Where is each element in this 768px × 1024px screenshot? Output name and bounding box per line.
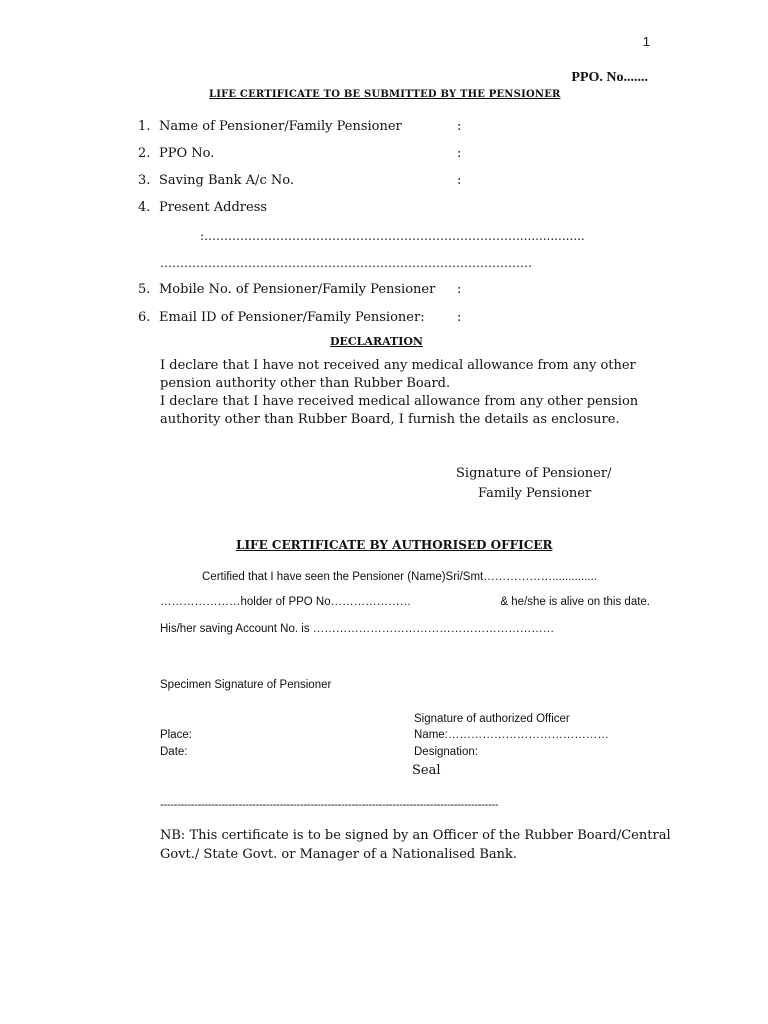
item-colon: :: [457, 146, 462, 161]
declaration-line: authority other than Rubber Board, I furnish the details as enclosure.: [160, 412, 620, 427]
place-label: Place:: [160, 729, 192, 741]
nb-note-line-2: Govt./ State Govt. or Manager of a Nationalised Bank.: [160, 847, 518, 862]
pensioner-signature-label-2: Family Pensioner: [478, 486, 592, 501]
certification-line-2-part-b: & he/she is alive on this date.: [500, 596, 650, 608]
item-number: 5.: [138, 282, 151, 297]
designation-label: Designation:: [414, 746, 478, 758]
form-title: LIFE CERTIFICATE TO BE SUBMITTED BY THE PENSIONER: [209, 89, 561, 100]
specimen-signature-label: Specimen Signature of Pensioner: [160, 679, 332, 691]
item-label: Present Address: [159, 200, 268, 215]
officer-signature-label: Signature of authorized Officer: [414, 713, 570, 725]
page-number: 1: [642, 34, 650, 49]
officer-name-label: Name:……………………………………: [414, 729, 609, 741]
item-label: Email ID of Pensioner/Family Pensioner:: [159, 310, 425, 325]
pensioner-signature-label: Signature of Pensioner/: [456, 466, 612, 481]
item-mobile-no: [138, 282, 435, 297]
item-number: 4.: [138, 200, 151, 215]
certification-line-2: [160, 596, 650, 608]
item-number: 6.: [138, 310, 151, 325]
item-email-id: [138, 310, 425, 325]
declaration-line: pension authority other than Rubber Board.: [160, 376, 451, 391]
ppo-number-header: PPO. No.......: [571, 70, 648, 85]
certification-line-3: His/her saving Account No. is ………………………………………………………: [160, 623, 555, 635]
nb-note-line-1: NB: This certificate is to be signed by an Officer of the Rubber Board/Central: [160, 828, 671, 843]
seal-label: Seal: [412, 763, 441, 778]
officer-section-title: LIFE CERTIFICATE BY AUTHORISED OFFICER: [236, 538, 553, 552]
certification-line-2-part-a: …………………holder of PPO No…………………: [160, 596, 412, 608]
address-line-1: :……………………………………………………………………..................: [200, 229, 585, 243]
address-line-2: …………………………………………………………………………………: [160, 256, 532, 270]
item-label: PPO No.: [159, 146, 215, 161]
item-saving-bank: [138, 173, 294, 188]
item-colon: :: [457, 173, 462, 188]
item-label: Mobile No. of Pensioner/Family Pensioner: [159, 282, 436, 297]
declaration-line: I declare that I have not received any medical allowance from any other: [160, 358, 636, 373]
date-label: Date:: [160, 746, 188, 758]
item-colon: :: [457, 119, 462, 134]
item-number: 2.: [138, 146, 151, 161]
item-ppo-no: [138, 146, 214, 161]
declaration-title: DECLARATION: [330, 335, 423, 348]
item-number: 3.: [138, 173, 151, 188]
item-label: Name of Pensioner/Family Pensioner: [159, 119, 402, 134]
certification-line-1: Certified that I have seen the Pensioner (Name)Sri/Smt………………..............: [202, 571, 597, 583]
item-name-of-pensioner: [138, 119, 402, 134]
item-number: 1.: [138, 119, 151, 134]
item-label: Saving Bank A/c No.: [159, 173, 294, 188]
item-colon: :: [457, 282, 462, 297]
item-present-address: [138, 200, 267, 215]
item-colon: :: [457, 310, 462, 325]
divider-line: ---------------------------------------------------------------------------------------------------: [160, 798, 499, 811]
declaration-line: I declare that I have received medical allowance from any other pension: [160, 394, 639, 409]
